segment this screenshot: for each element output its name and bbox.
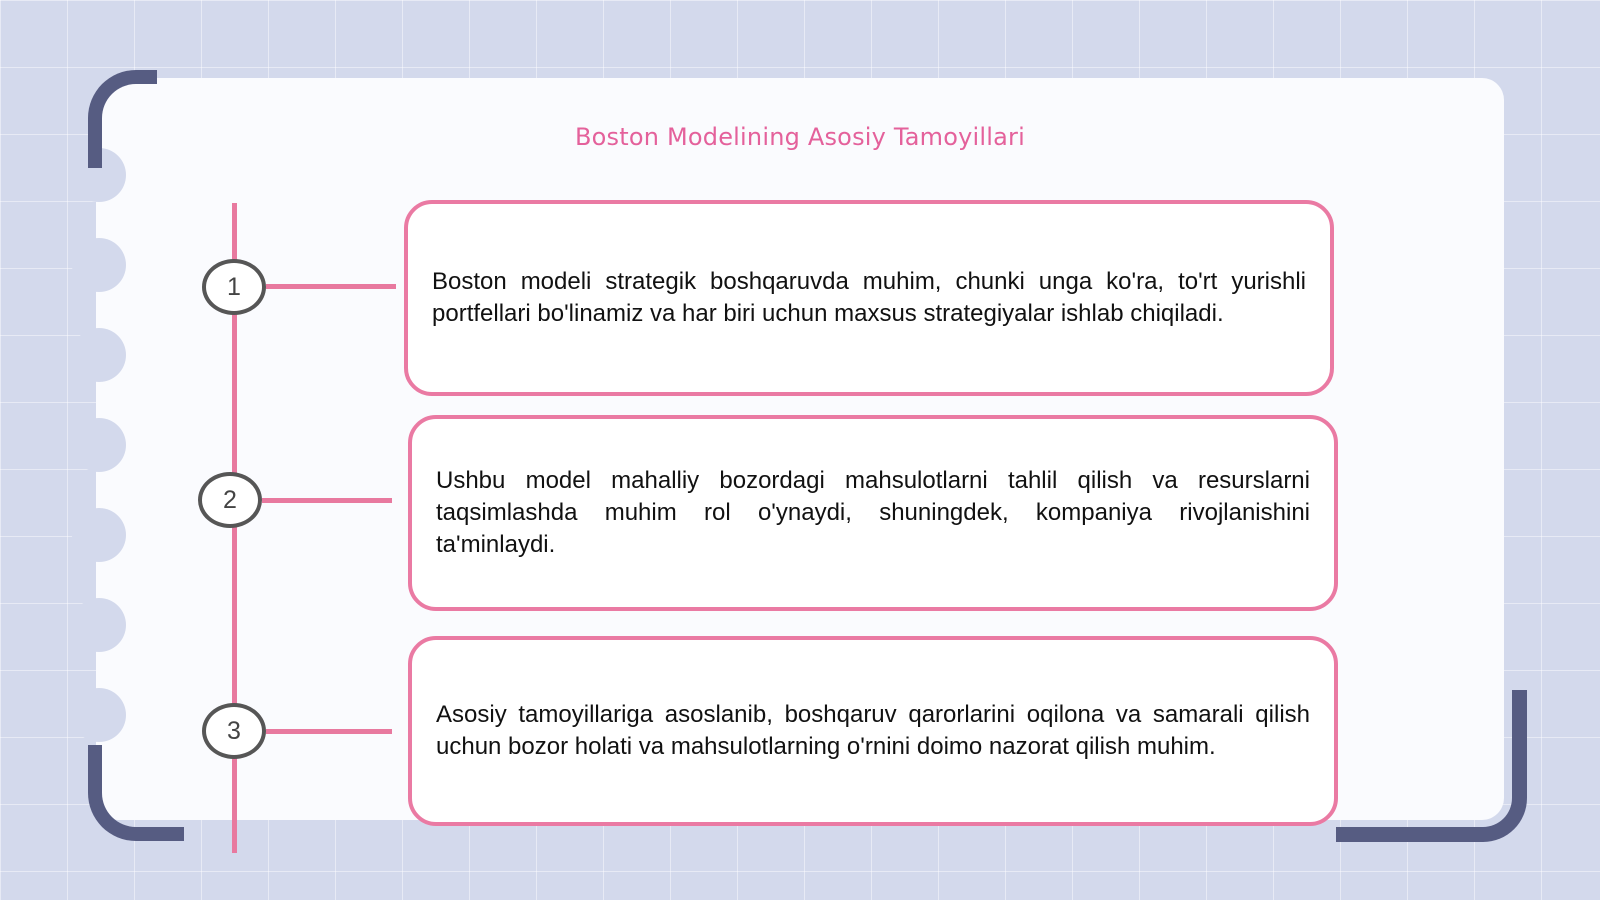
step-number: 3: [227, 716, 241, 745]
step-number: 1: [227, 272, 241, 301]
principle-text: Ushbu model mahalliy bozordagi mahsulotlarni tahlil qilish va resurslarni taqsimlashda muhim rol o'ynaydi, shuningdek, kompaniya rivojlanishini ta'minlaydi.: [436, 467, 1310, 558]
binder-notch: [72, 418, 126, 472]
principle-text: Boston modeli strategik boshqaruvda muhim, chunki unga ko'ra, to'rt yurishli portfellari bo'linamiz va har biri uchun maxsus strategiyalar ishlab chiqiladi.: [432, 268, 1306, 327]
principle-text: Asosiy tamoyillariga asoslanib, boshqaruv qarorlarini oqilona va samarali qilish uchun bozor holati va mahsulotlarning o'rnini doimo nazorat qilish muhim.: [436, 701, 1310, 760]
timeline-connector-3: [266, 729, 392, 734]
slide-title: Boston Modelining Asosiy Tamoyillari: [575, 123, 1025, 151]
corner-bracket-bottom-left: [88, 745, 184, 841]
binder-notch: [72, 328, 126, 382]
timeline-connector-1: [266, 284, 396, 289]
corner-bracket-bottom-right: [1336, 690, 1527, 842]
principle-card-3: [408, 636, 1338, 826]
timeline-connector-2: [262, 498, 392, 503]
binder-notch: [72, 508, 126, 562]
principle-card-1: [404, 200, 1334, 396]
principle-card-2: [408, 415, 1338, 611]
step-number-circle-3: [202, 703, 266, 759]
binder-notch: [72, 688, 126, 742]
corner-bracket-top-left: [88, 70, 157, 168]
step-number: 2: [223, 485, 237, 514]
step-number-circle-1: [202, 259, 266, 315]
step-number-circle-2: [198, 472, 262, 528]
binder-notch: [72, 238, 126, 292]
binder-notch: [72, 598, 126, 652]
